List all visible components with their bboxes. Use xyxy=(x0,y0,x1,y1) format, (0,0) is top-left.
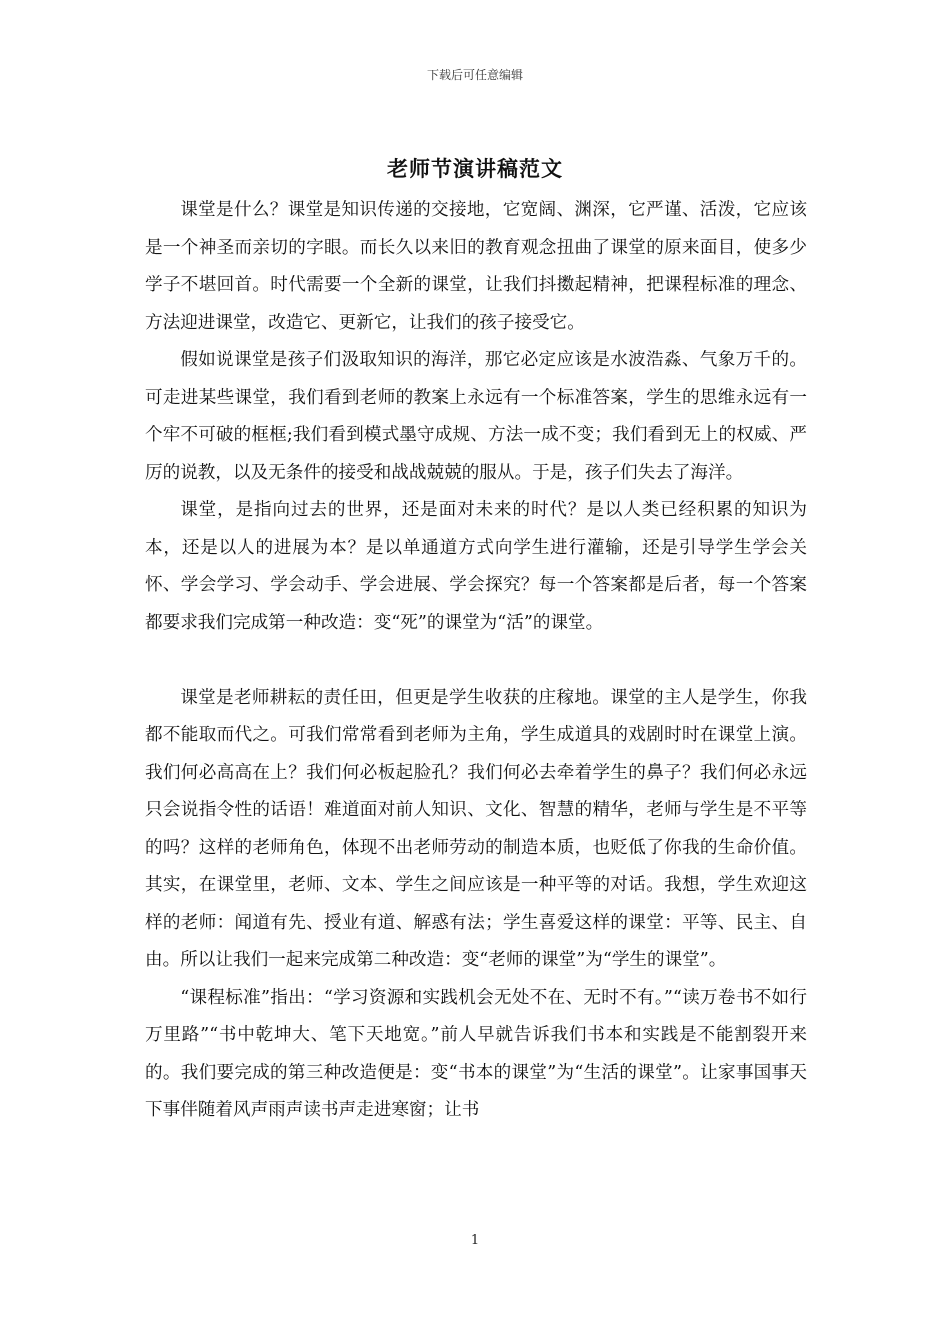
document-body xyxy=(145,192,807,1130)
paragraph-4: 课堂是老师耕耘的责任田，但更是学生收获的庄稼地。课堂的主人是学生，你我都不能取而代之。可我们常常看到老师为主角，学生成道具的戏剧时时在课堂上演。我们何必高高在上？我们何必板起脸孔？我们何必去牵着学生的鼻子？我们何必永远只会说指令性的话语！难道面对前人知识、文化、智慧的精华，老师与学生是不平等的吗？这样的老师角色，体现不出老师劳动的制造本质，也贬低了你我的生命价值。其实，在课堂里，老师、文本、学生之间应该是一种平等的对话。我想，学生欢迎这样的老师：闻道有先、授业有道、解惑有法；学生喜爱这样的课堂：平等、民主、自由。所以让我们一起来完成第二种改造：变“老师的课堂”为“学生的课堂”。 xyxy=(145,687,807,970)
header-note: 下载后可任意编辑 xyxy=(426,68,523,82)
paragraph-2: 假如说课堂是孩子们汲取知识的海洋，那它必定应该是水波浩淼、气象万千的。可走进某些课堂，我们看到老师的教案上永远有一个标准答案，学生的思维永远有一个牢不可破的框框;我们看到模式墨守成规、方法一成不变；我们看到无上的权威、严厉的说教，以及无条件的接受和战战兢兢的服从。于是，孩子们失去了海洋。 xyxy=(145,350,807,483)
page-number: 1 xyxy=(470,1233,480,1248)
paragraph-3: 课堂，是指向过去的世界，还是面对未来的时代？是以人类已经积累的知识为本，还是以人的进展为本？是以单通道方式向学生进行灌输，还是引导学生学会关怀、学会学习、学会动手、学会进展、学会探究？每一个答案都是后者，每一个答案都要求我们完成第一种改造：变“死”的课堂为“活”的课堂。 xyxy=(145,500,807,633)
document-title: 老师节演讲稿范文 xyxy=(387,156,563,181)
paragraph-1: 课堂是什么？课堂是知识传递的交接地，它宽阔、渊深，它严谨、活泼，它应该是一个神圣而亲切的字眼。而长久以来旧的教育观念扭曲了课堂的原来面目，使多少学子不堪回首。时代需要一个全新的课堂，让我们抖擞起精神，把课程标准的理念、方法迎进课堂，改造它、更新它，让我们的孩子接受它。 xyxy=(145,200,807,333)
paragraph-5: “课程标准”指出：“学习资源和实践机会无处不在、无时不有。”“读万卷书不如行万里路”“书中乾坤大、笔下天地宽。”前人早就告诉我们书本和实践是不能割裂开来的。我们要完成的第三种改造便是：变“书本的课堂”为“生活的课堂”。让家事国事天下事伴随着风声雨声读书声走进寒窗；让书 xyxy=(145,987,807,1120)
